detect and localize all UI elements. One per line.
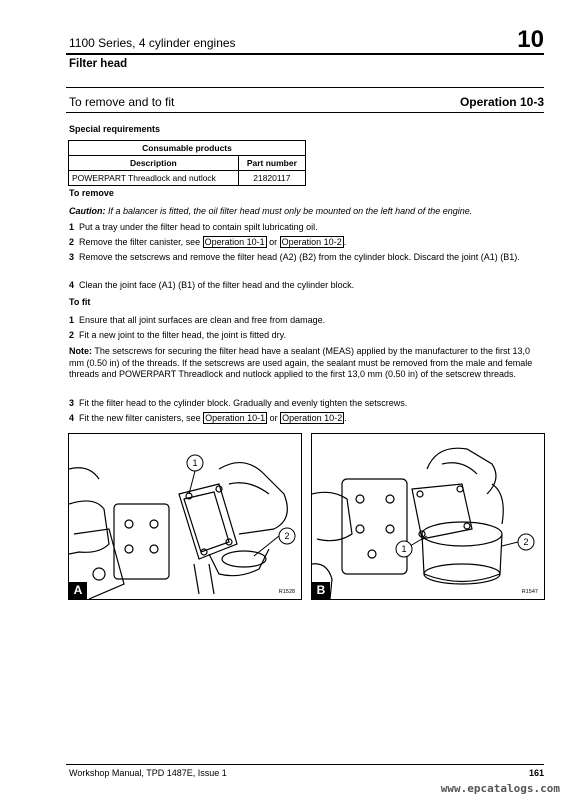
figure-a [68, 433, 302, 600]
fit-step-2: 2 Fit a new joint to the filter head, the joint is fitted dry. [69, 330, 286, 340]
series-title: 1100 Series, 4 cylinder engines [69, 36, 236, 50]
remove-step-1: 1 Put a tray under the filter head to contain spilt lubricating oil. [69, 222, 318, 232]
special-requirements-heading: Special requirements [69, 124, 161, 134]
link-operation-10-2[interactable]: Operation 10-2 [281, 237, 342, 247]
figure-b-illustration [312, 434, 544, 599]
fit-step-4: 4 Fit the new filter canisters, see Operation 10-1 or Operation 10-2 . [69, 413, 347, 423]
link-operation-10-2[interactable]: Operation 10-2 [282, 413, 343, 423]
operation-title: To remove and to fit [69, 95, 175, 109]
operation-rule [66, 112, 544, 113]
section-rule [66, 87, 544, 88]
operation-number: Operation 10-3 [459, 95, 544, 109]
table-cell-part: 21820117 [238, 171, 305, 186]
remove-step-2: 2 Remove the filter canister, see Operation 10-1 or Operation 10-2 . [69, 237, 347, 247]
col-header-part-number: Part number [238, 156, 305, 171]
header-rule [66, 53, 544, 55]
col-header-description: Description [69, 156, 239, 171]
table-row [69, 171, 306, 186]
link-operation-10-1[interactable]: Operation 10-1 [204, 237, 265, 247]
fit-step-1: 1 Ensure that all joint surfaces are clean and free from damage. [69, 315, 326, 325]
note-label: Note: [69, 346, 92, 356]
caution-text: If a balancer is fitted, the oil filter head must only be mounted on the left hand of the engine. [105, 206, 473, 216]
callout-2: 2 [284, 531, 290, 541]
fit-heading: To fit [69, 297, 91, 307]
figure-b [311, 433, 545, 600]
section-title: Filter head [69, 58, 128, 70]
caution-label: Caution: [69, 206, 106, 216]
table-caption: Consumable products [69, 141, 306, 156]
consumables-table [68, 140, 306, 186]
callout-2: 2 [523, 537, 529, 547]
watermark: www.epcatalogs.com [440, 782, 560, 795]
chapter-number: 10 [517, 26, 544, 53]
figure-a-label: A [69, 582, 87, 599]
figure-a-illustration [69, 434, 301, 599]
figure-a-ref: R1528 [278, 589, 295, 595]
remove-step-3: 3 Remove the setscrews and remove the filter head (A2) (B2) from the cylinder block. Discard the joint (A1) (B1). [69, 252, 520, 262]
remove-step-4: 4 Clean the joint face (A1) (B1) of the filter head and the cylinder block. [69, 280, 355, 290]
callout-1: 1 [401, 544, 407, 554]
figure-b-label: B [312, 582, 330, 599]
note-paragraph [69, 346, 541, 381]
page-number: 161 [528, 768, 544, 778]
link-operation-10-1[interactable]: Operation 10-1 [205, 413, 266, 423]
note-text: The setscrews for securing the filter head have a sealant (MEAS) applied by the manufacturer to the first 13,0 mm (0.50 in) of the threads. If the setscrews are used again, the sealant must be removed from the male and female threads and POWERPART Threadlock and nutlock applied to the first 13,0 mm (0.50 in) of the setscrew threads. [69, 346, 533, 379]
table-cell-description: POWERPART Threadlock and nutlock [69, 171, 239, 186]
callout-1: 1 [192, 458, 198, 468]
footer-rule [66, 764, 544, 765]
footer-manual: Workshop Manual, TPD 1487E, Issue 1 [69, 768, 227, 778]
caution-paragraph [69, 206, 541, 218]
fit-step-3: 3 Fit the filter head to the cylinder block. Gradually and evenly tighten the setscrews. [69, 398, 408, 408]
remove-heading: To remove [69, 188, 114, 198]
figure-b-ref: R1547 [521, 589, 538, 595]
